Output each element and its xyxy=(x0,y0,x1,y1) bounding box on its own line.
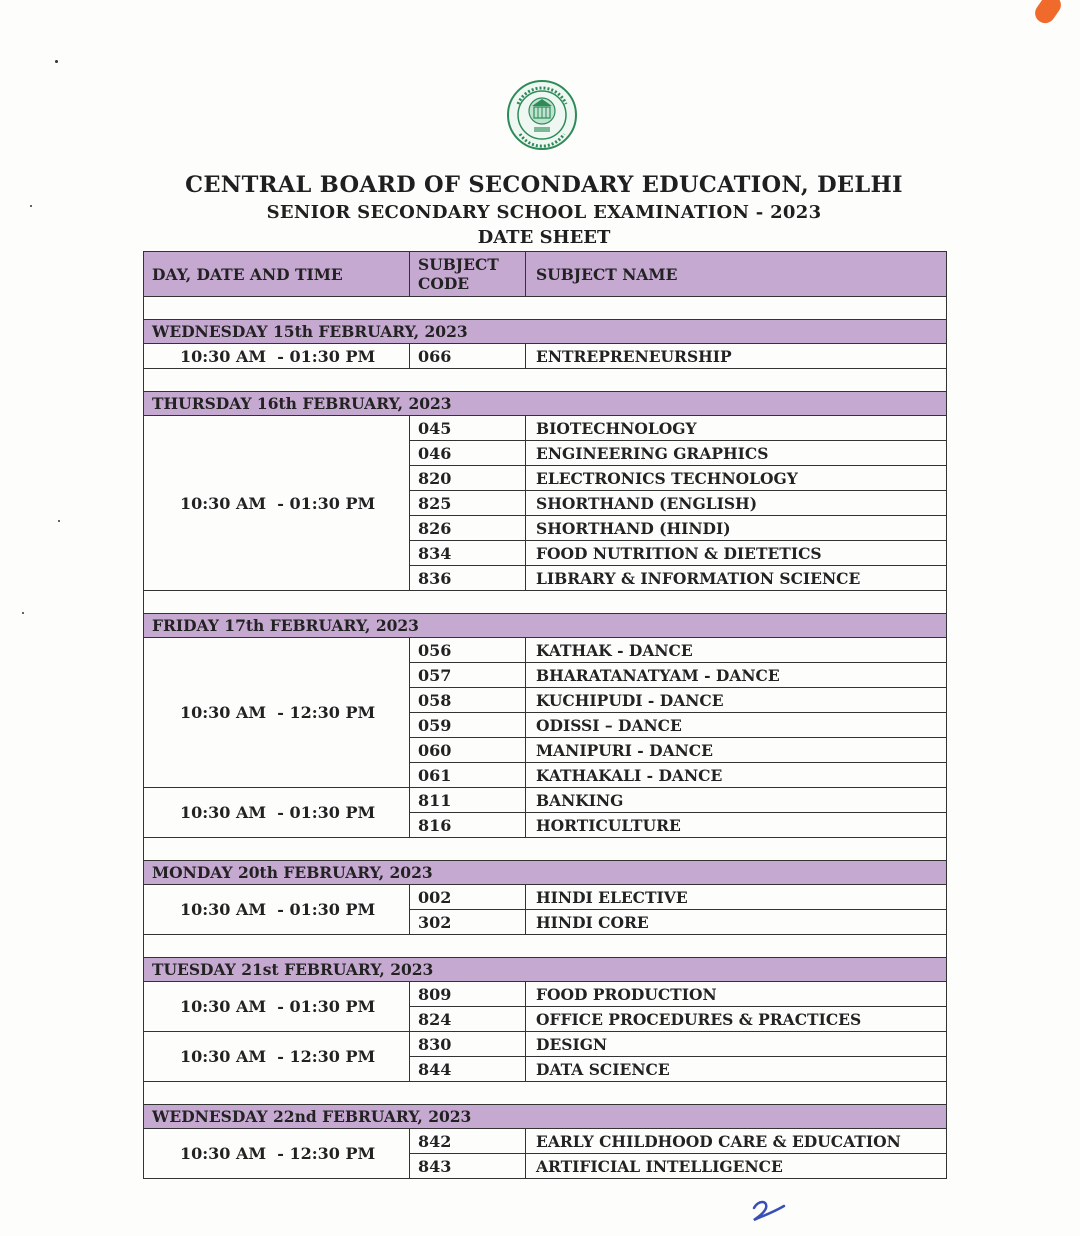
board-title: CENTRAL BOARD OF SECONDARY EDUCATION, DELHI xyxy=(185,172,903,198)
subject-name: HINDI ELECTIVE xyxy=(536,887,688,907)
scan-speck xyxy=(22,612,24,614)
time-slot-group xyxy=(144,788,946,838)
subject-code: 844 xyxy=(410,1057,526,1081)
subject-row xyxy=(410,910,946,934)
subject-code: 816 xyxy=(410,813,526,837)
subject-name: ELECTRONICS TECHNOLOGY xyxy=(536,468,798,488)
subject-name: BIOTECHNOLOGY xyxy=(536,418,697,438)
subject-name: KATHAKALI - DANCE xyxy=(536,765,723,785)
subject-row xyxy=(410,885,946,910)
subject-code: 046 xyxy=(410,441,526,465)
spacer-row xyxy=(144,935,946,958)
exam-time: 10:30 AM - 01:30 PM xyxy=(144,416,410,590)
subject-name: SHORTHAND (ENGLISH) xyxy=(536,493,758,513)
subject-row xyxy=(410,491,946,516)
exam-time: 10:30 AM - 12:30 PM xyxy=(144,1032,410,1081)
subject-name: FOOD NUTRITION & DIETETICS xyxy=(536,543,822,563)
table-header-row xyxy=(144,252,946,297)
subject-code: 061 xyxy=(410,763,526,787)
subject-row xyxy=(410,982,946,1007)
table-body xyxy=(144,297,946,1178)
subject-name: ARTIFICIAL INTELLIGENCE xyxy=(536,1156,783,1176)
exam-time: 10:30 AM - 12:30 PM xyxy=(144,638,410,787)
subject-row xyxy=(410,466,946,491)
subject-row xyxy=(410,738,946,763)
subject-code: 066 xyxy=(410,344,526,368)
subject-row xyxy=(410,1129,946,1154)
exam-day-row: FRIDAY 17th FEBRUARY, 2023 xyxy=(144,614,946,638)
spacer-row xyxy=(144,838,946,861)
exam-time: 10:30 AM - 01:30 PM xyxy=(144,788,410,837)
subject-row xyxy=(410,344,946,368)
exam-subtitle: SENIOR SECONDARY SCHOOL EXAMINATION - 2023 xyxy=(266,202,822,223)
subject-name: ENTREPRENEURSHIP xyxy=(536,346,732,366)
spacer-row xyxy=(144,369,946,392)
subject-name: HORTICULTURE xyxy=(536,815,681,835)
subject-code: 824 xyxy=(410,1007,526,1031)
subject-name: BHARATANATYAM - DANCE xyxy=(536,665,780,685)
cbse-emblem-icon xyxy=(504,78,580,152)
spacer-row xyxy=(144,297,946,320)
subject-name: KUCHIPUDI - DANCE xyxy=(536,690,724,710)
subject-code: 820 xyxy=(410,466,526,490)
subject-name: KATHAK - DANCE xyxy=(536,640,693,660)
subject-row xyxy=(410,788,946,813)
subject-row xyxy=(410,566,946,590)
exam-time: 10:30 AM - 01:30 PM xyxy=(144,982,410,1031)
exam-day-row: WEDNESDAY 22nd FEBRUARY, 2023 xyxy=(144,1105,946,1129)
subject-row xyxy=(410,813,946,837)
time-slot-group xyxy=(144,885,946,935)
exam-day-row: MONDAY 20th FEBRUARY, 2023 xyxy=(144,861,946,885)
subject-code: 825 xyxy=(410,491,526,515)
subject-name: BANKING xyxy=(536,790,624,810)
subject-code: 057 xyxy=(410,663,526,687)
subject-code: 058 xyxy=(410,688,526,712)
column-header-day-date-time: DAY, DATE AND TIME xyxy=(144,252,410,296)
exam-time: 10:30 AM - 12:30 PM xyxy=(144,1129,410,1178)
subject-row xyxy=(410,416,946,441)
exam-time: 10:30 AM - 01:30 PM xyxy=(144,885,410,934)
orange-highlighter-mark xyxy=(1031,0,1065,27)
handwritten-page-number xyxy=(748,1196,790,1226)
subject-row xyxy=(410,516,946,541)
subject-code: 059 xyxy=(410,713,526,737)
time-slot-group xyxy=(144,1032,946,1082)
subject-row xyxy=(410,1154,946,1178)
subject-code: 842 xyxy=(410,1129,526,1153)
subject-name: ODISSI – DANCE xyxy=(536,715,682,735)
exam-day-row: WEDNESDAY 15th FEBRUARY, 2023 xyxy=(144,320,946,344)
subject-row xyxy=(410,638,946,663)
time-slot-group xyxy=(144,416,946,591)
subject-code: 843 xyxy=(410,1154,526,1178)
subject-row xyxy=(410,541,946,566)
subject-code: 830 xyxy=(410,1032,526,1056)
subject-name: DATA SCIENCE xyxy=(536,1059,670,1079)
subject-name: OFFICE PROCEDURES & PRACTICES xyxy=(536,1009,862,1029)
column-header-code-line1: SUBJECT xyxy=(418,255,499,274)
subject-row xyxy=(410,713,946,738)
subject-row xyxy=(410,663,946,688)
subject-row xyxy=(410,1032,946,1057)
subject-code: 834 xyxy=(410,541,526,565)
time-slot-group xyxy=(144,638,946,788)
date-sheet-table xyxy=(143,251,947,1179)
subject-name: LIBRARY & INFORMATION SCIENCE xyxy=(536,568,861,588)
subject-row xyxy=(410,1057,946,1081)
exam-time: 10:30 AM - 01:30 PM xyxy=(144,344,410,368)
subject-code: 056 xyxy=(410,638,526,662)
subject-name: SHORTHAND (HINDI) xyxy=(536,518,731,538)
subject-code: 060 xyxy=(410,738,526,762)
date-sheet-heading: DATE SHEET xyxy=(477,227,611,248)
time-slot-group xyxy=(144,344,946,369)
scan-speck xyxy=(55,60,58,63)
subject-code: 002 xyxy=(410,885,526,909)
subject-code: 809 xyxy=(410,982,526,1006)
exam-day-row: TUESDAY 21st FEBRUARY, 2023 xyxy=(144,958,946,982)
subject-name: DESIGN xyxy=(536,1034,608,1054)
time-slot-group xyxy=(144,1129,946,1178)
subject-name: MANIPURI - DANCE xyxy=(536,740,713,760)
subject-name: FOOD PRODUCTION xyxy=(536,984,717,1004)
spacer-row xyxy=(144,1082,946,1105)
exam-day-row: THURSDAY 16th FEBRUARY, 2023 xyxy=(144,392,946,416)
subject-row xyxy=(410,763,946,787)
time-slot-group xyxy=(144,982,946,1032)
column-header-subject-code xyxy=(410,252,526,296)
subject-row xyxy=(410,441,946,466)
subject-code: 045 xyxy=(410,416,526,440)
subject-name: ENGINEERING GRAPHICS xyxy=(536,443,769,463)
scan-speck xyxy=(58,520,60,522)
column-header-code-line2: CODE xyxy=(418,274,470,293)
subject-code: 826 xyxy=(410,516,526,540)
subject-code: 302 xyxy=(410,910,526,934)
subject-name: EARLY CHILDHOOD CARE & EDUCATION xyxy=(536,1131,901,1151)
subject-code: 811 xyxy=(410,788,526,812)
spacer-row xyxy=(144,591,946,614)
subject-row xyxy=(410,1007,946,1031)
subject-row xyxy=(410,688,946,713)
subject-name: HINDI CORE xyxy=(536,912,649,932)
column-header-subject-name: SUBJECT NAME xyxy=(536,264,678,284)
subject-code: 836 xyxy=(410,566,526,590)
